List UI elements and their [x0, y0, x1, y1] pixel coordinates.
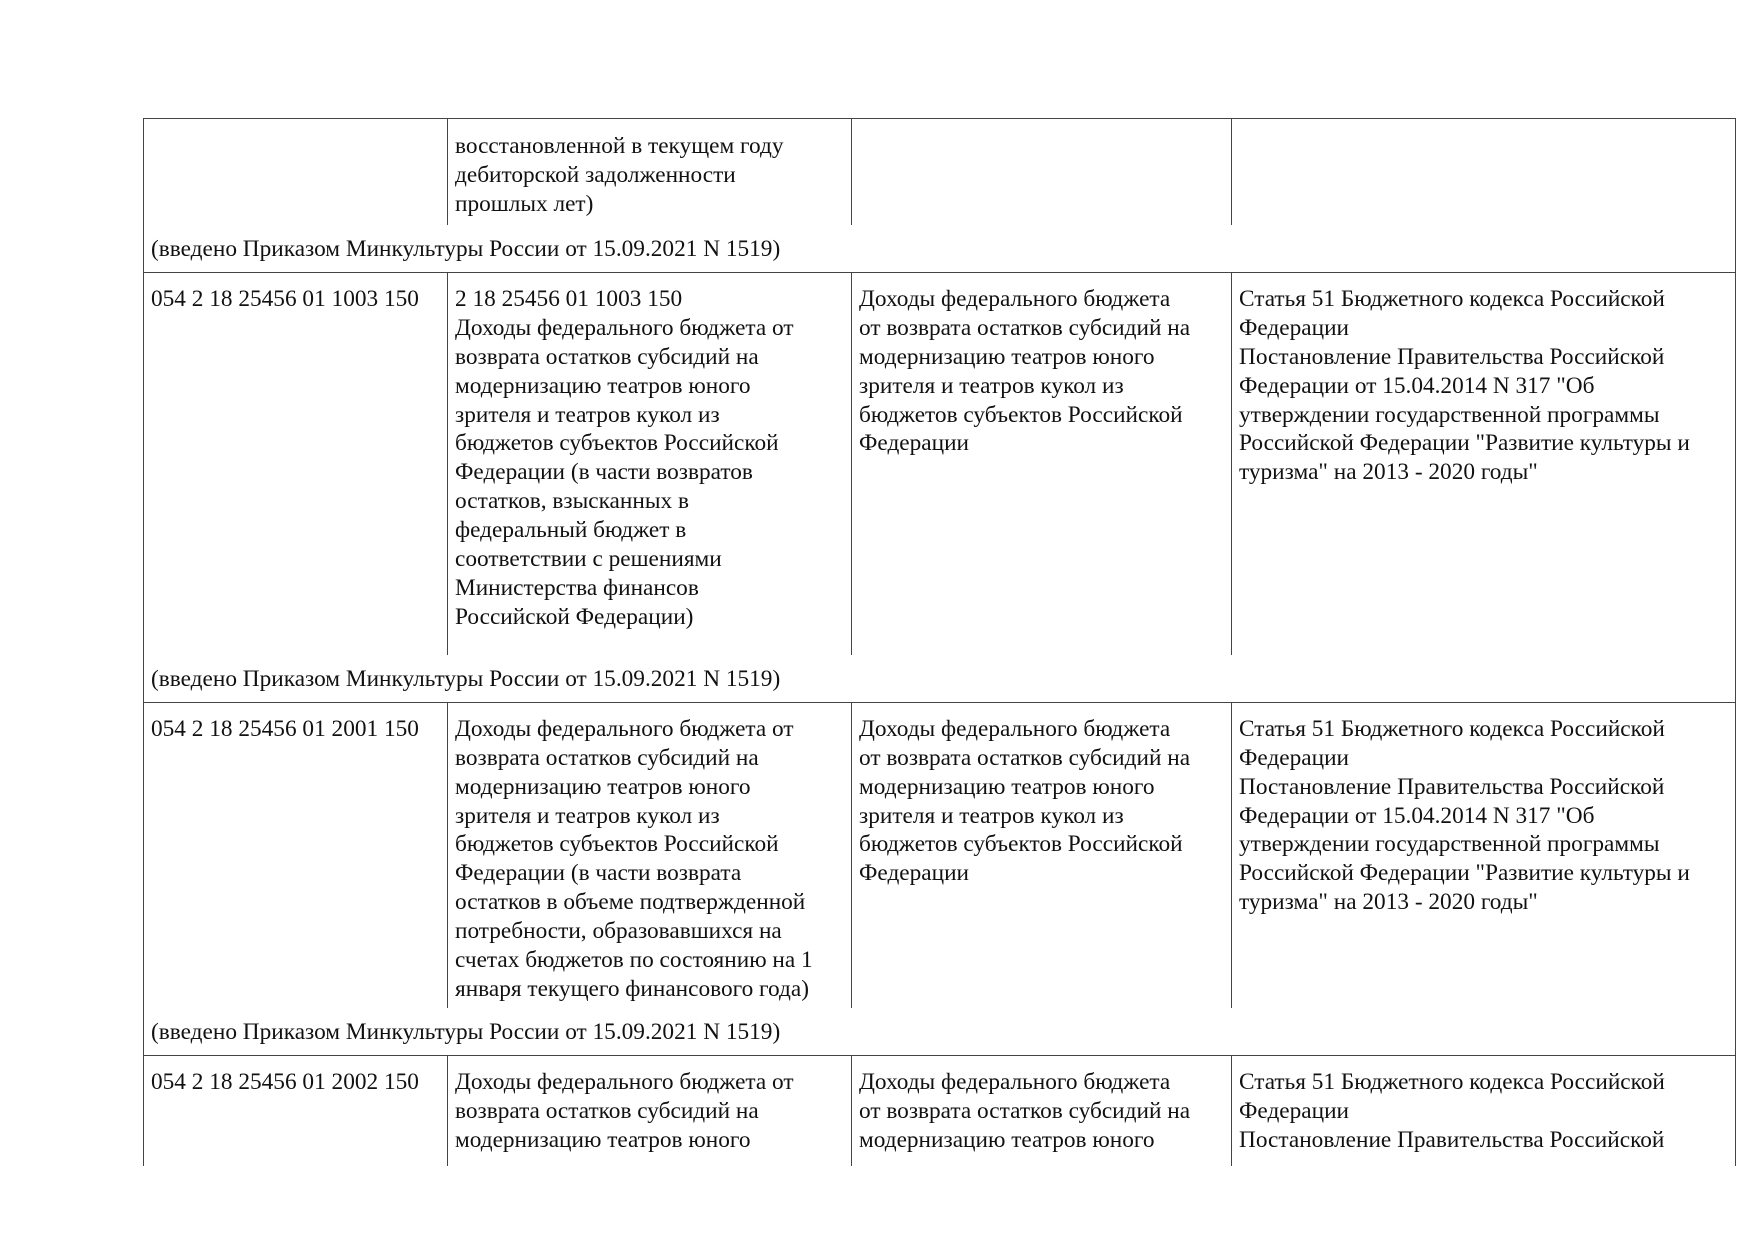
amendment-note: (введено Приказом Минкультуры России от 15.09.2021 N 1519): [151, 665, 781, 692]
table-row: [144, 702, 1735, 1008]
amendment-note: (введено Приказом Минкультуры России от 15.09.2021 N 1519): [151, 1018, 781, 1045]
basis-cell: Статья 51 Бюджетного кодекса Российской Федерации Постановление Правительства Российской: [1231, 1056, 1735, 1166]
name-cell: Доходы федерального бюджета от возврата остатков субсидий на модернизацию театров юного зрителя и театров кукол из бюджетов субъектов Российской Федерации (в части возврата остатков в объеме подтвержденной потребности, образовавшихся на счетах бюджетов по состоянию на 1 января текущего финансового года): [447, 703, 851, 1008]
code-cell: [144, 119, 447, 225]
basis-cell: [1231, 119, 1735, 225]
table-row: [144, 1055, 1735, 1166]
basis-cell: Статья 51 Бюджетного кодекса Российской Федерации Постановление Правительства Российской Федерации от 15.04.2014 N 317 "Об утверждении государственной программы Российской Федерации "Развитие культуры и туризма" на 2013 - 2020 годы": [1231, 273, 1735, 655]
code-cell: 054 2 18 25456 01 2001 150: [151, 715, 419, 742]
name-cell: 2 18 25456 01 1003 150 Доходы федерального бюджета от возврата остатков субсидий на модернизацию театров юного зрителя и театров кукол из бюджетов субъектов Российской Федерации (в части возвратов остатков, взысканных в федеральный бюджет в соответствии с решениями Министерства финансов Российской Федерации): [447, 273, 851, 655]
table-row: [144, 272, 1735, 655]
name-cell: восстановленной в текущем году дебиторской задолженности прошлых лет): [447, 119, 851, 225]
description-cell: [851, 119, 1231, 225]
amendment-note: (введено Приказом Минкультуры России от 15.09.2021 N 1519): [151, 236, 781, 262]
description-cell: Доходы федерального бюджета от возврата остатков субсидий на модернизацию театров юного зрителя и театров кукол из бюджетов субъектов Российской Федерации: [851, 703, 1231, 1008]
description-cell: Доходы федерального бюджета от возврата остатков субсидий на модернизацию театров юного зрителя и театров кукол из бюджетов субъектов Российской Федерации: [851, 273, 1231, 655]
code-cell: 054 2 18 25456 01 1003 150: [151, 285, 419, 312]
name-cell: Доходы федерального бюджета от возврата остатков субсидий на модернизацию театров юного: [447, 1056, 851, 1166]
income-codes-table: [143, 118, 1736, 1166]
description-cell: Доходы федерального бюджета от возврата остатков субсидий на модернизацию театров юного: [851, 1056, 1231, 1166]
table-row: [144, 119, 1735, 225]
basis-cell: Статья 51 Бюджетного кодекса Российской Федерации Постановление Правительства Российской Федерации от 15.04.2014 N 317 "Об утверждении государственной программы Российской Федерации "Развитие культуры и туризма" на 2013 - 2020 годы": [1231, 703, 1735, 1008]
code-cell: 054 2 18 25456 01 2002 150: [151, 1068, 419, 1095]
